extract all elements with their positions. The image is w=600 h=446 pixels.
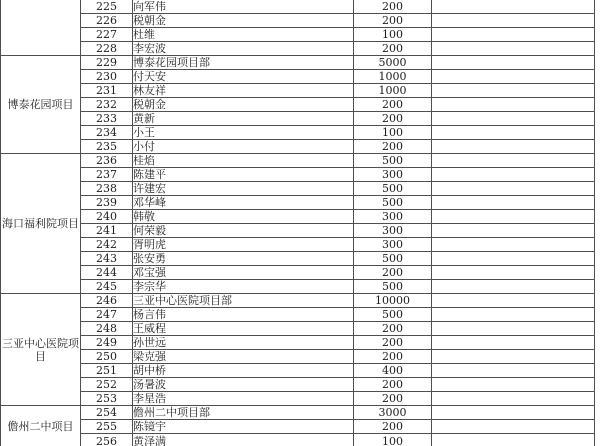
empty-cell [432,336,595,350]
project-cell: 海口福利院项目 [1,154,81,294]
amount-cell: 500 [354,182,432,196]
row-number-cell: 253 [81,392,133,406]
empty-cell [432,28,595,42]
empty-cell [432,112,595,126]
row-number-cell: 247 [81,308,133,322]
row-number-cell: 254 [81,406,133,420]
table-row [1,196,595,210]
empty-cell [432,266,595,280]
name-cell: 梁克强 [133,350,354,364]
table-row [1,210,595,224]
row-number-cell: 249 [81,336,133,350]
table-row [1,42,595,56]
amount-cell: 500 [354,196,432,210]
empty-cell [432,182,595,196]
amount-cell: 100 [354,28,432,42]
amount-cell: 200 [354,378,432,392]
table-row [1,378,595,392]
name-cell: 何荣毅 [133,224,354,238]
empty-cell [432,406,595,420]
table-row [1,308,595,322]
amount-cell: 100 [354,434,432,446]
name-cell: 税朝金 [133,14,354,28]
project-cell: 儋州二中项目 [1,406,81,446]
table-row [1,14,595,28]
amount-cell: 200 [354,98,432,112]
project-cell [1,0,81,56]
empty-cell [432,14,595,28]
empty-cell [432,322,595,336]
table-row [1,98,595,112]
amount-cell: 1000 [354,84,432,98]
name-cell: 儋州二中项目部 [133,406,354,420]
table-row [1,28,595,42]
name-cell: 邓宝强 [133,266,354,280]
row-number-cell: 235 [81,140,133,154]
row-number-cell: 239 [81,196,133,210]
table-row [1,112,595,126]
amount-cell: 200 [354,112,432,126]
row-number-cell: 225 [81,0,133,14]
empty-cell [432,126,595,140]
row-number-cell: 240 [81,210,133,224]
empty-cell [432,168,595,182]
row-number-cell: 230 [81,70,133,84]
amount-cell: 1000 [354,70,432,84]
amount-cell: 500 [354,308,432,322]
empty-cell [432,84,595,98]
table-row [1,154,595,168]
row-number-cell: 252 [81,378,133,392]
table-row [1,224,595,238]
name-cell: 三亚中心医院项目部 [133,294,354,308]
row-number-cell: 241 [81,224,133,238]
name-cell: 王威程 [133,322,354,336]
table-row [1,70,595,84]
empty-cell [432,308,595,322]
row-number-cell: 236 [81,154,133,168]
empty-cell [432,238,595,252]
amount-cell: 200 [354,350,432,364]
row-number-cell: 233 [81,112,133,126]
row-number-cell: 255 [81,420,133,434]
table-row [1,392,595,406]
row-number-cell: 250 [81,350,133,364]
row-number-cell: 243 [81,252,133,266]
name-cell: 韩敬 [133,210,354,224]
amount-cell: 300 [354,210,432,224]
table-row [1,406,595,420]
empty-cell [432,56,595,70]
table-row [1,140,595,154]
row-number-cell: 244 [81,266,133,280]
table-row [1,238,595,252]
name-cell: 胥明虎 [133,238,354,252]
amount-cell: 300 [354,238,432,252]
name-cell: 林友祥 [133,84,354,98]
name-cell: 桂焰 [133,154,354,168]
row-number-cell: 231 [81,84,133,98]
table-row [1,266,595,280]
table-row [1,364,595,378]
empty-cell [432,378,595,392]
row-number-cell: 245 [81,280,133,294]
empty-cell [432,434,595,446]
empty-cell [432,70,595,84]
empty-cell [432,154,595,168]
amount-cell: 500 [354,154,432,168]
project-cell: 三亚中心医院项目 [1,294,81,406]
row-number-cell: 227 [81,28,133,42]
amount-cell: 500 [354,280,432,294]
amount-cell: 200 [354,266,432,280]
name-cell: 黄泽满 [133,434,354,446]
name-cell: 付天安 [133,70,354,84]
empty-cell [432,350,595,364]
empty-cell [432,392,595,406]
amount-cell: 300 [354,168,432,182]
name-cell: 向军伟 [133,0,354,14]
amount-cell: 400 [354,364,432,378]
amount-cell: 200 [354,140,432,154]
name-cell: 小王 [133,126,354,140]
table-row [1,168,595,182]
empty-cell [432,140,595,154]
table-row [1,434,595,446]
name-cell: 许建宏 [133,182,354,196]
empty-cell [432,210,595,224]
row-number-cell: 246 [81,294,133,308]
empty-cell [432,364,595,378]
name-cell: 陈镜宇 [133,420,354,434]
table-row [1,420,595,434]
empty-cell [432,98,595,112]
amount-cell: 200 [354,336,432,350]
amount-cell: 5000 [354,56,432,70]
row-number-cell: 237 [81,168,133,182]
amount-cell: 200 [354,42,432,56]
amount-cell: 10000 [354,294,432,308]
name-cell: 杨言伟 [133,308,354,322]
name-cell: 李星浩 [133,392,354,406]
name-cell: 博泰花园项目部 [133,56,354,70]
empty-cell [432,196,595,210]
name-cell: 陈建平 [133,168,354,182]
row-number-cell: 242 [81,238,133,252]
amount-cell: 200 [354,322,432,336]
name-cell: 邓华峰 [133,196,354,210]
name-cell: 张安勇 [133,252,354,266]
table-row [1,0,595,14]
table-row [1,350,595,364]
row-number-cell: 228 [81,42,133,56]
amount-cell: 200 [354,0,432,14]
amount-cell: 200 [354,14,432,28]
name-cell: 杜维 [133,28,354,42]
empty-cell [432,420,595,434]
empty-cell [432,280,595,294]
row-number-cell: 234 [81,126,133,140]
amount-cell: 200 [354,420,432,434]
name-cell: 胡中桥 [133,364,354,378]
table-row [1,294,595,308]
empty-cell [432,294,595,308]
row-number-cell: 251 [81,364,133,378]
amount-cell: 3000 [354,406,432,420]
row-number-cell: 232 [81,98,133,112]
empty-cell [432,42,595,56]
name-cell: 税朝金 [133,98,354,112]
row-number-cell: 248 [81,322,133,336]
table-row [1,182,595,196]
name-cell: 孙世远 [133,336,354,350]
row-number-cell: 256 [81,434,133,446]
row-number-cell: 226 [81,14,133,28]
amount-cell: 300 [354,224,432,238]
table-row [1,252,595,266]
table-row [1,56,595,70]
payment-table-body [1,0,595,446]
name-cell: 李宏波 [133,42,354,56]
amount-cell: 500 [354,252,432,266]
name-cell: 黄新 [133,112,354,126]
table-row [1,126,595,140]
table-row [1,280,595,294]
table-row [1,322,595,336]
name-cell: 李宗华 [133,280,354,294]
table-row [1,84,595,98]
empty-cell [432,252,595,266]
name-cell: 汤暑波 [133,378,354,392]
empty-cell [432,224,595,238]
row-number-cell: 229 [81,56,133,70]
amount-cell: 100 [354,126,432,140]
name-cell: 小付 [133,140,354,154]
row-number-cell: 238 [81,182,133,196]
empty-cell [432,0,595,14]
amount-cell: 200 [354,392,432,406]
table-row [1,336,595,350]
project-cell: 博泰花园项目 [1,56,81,154]
